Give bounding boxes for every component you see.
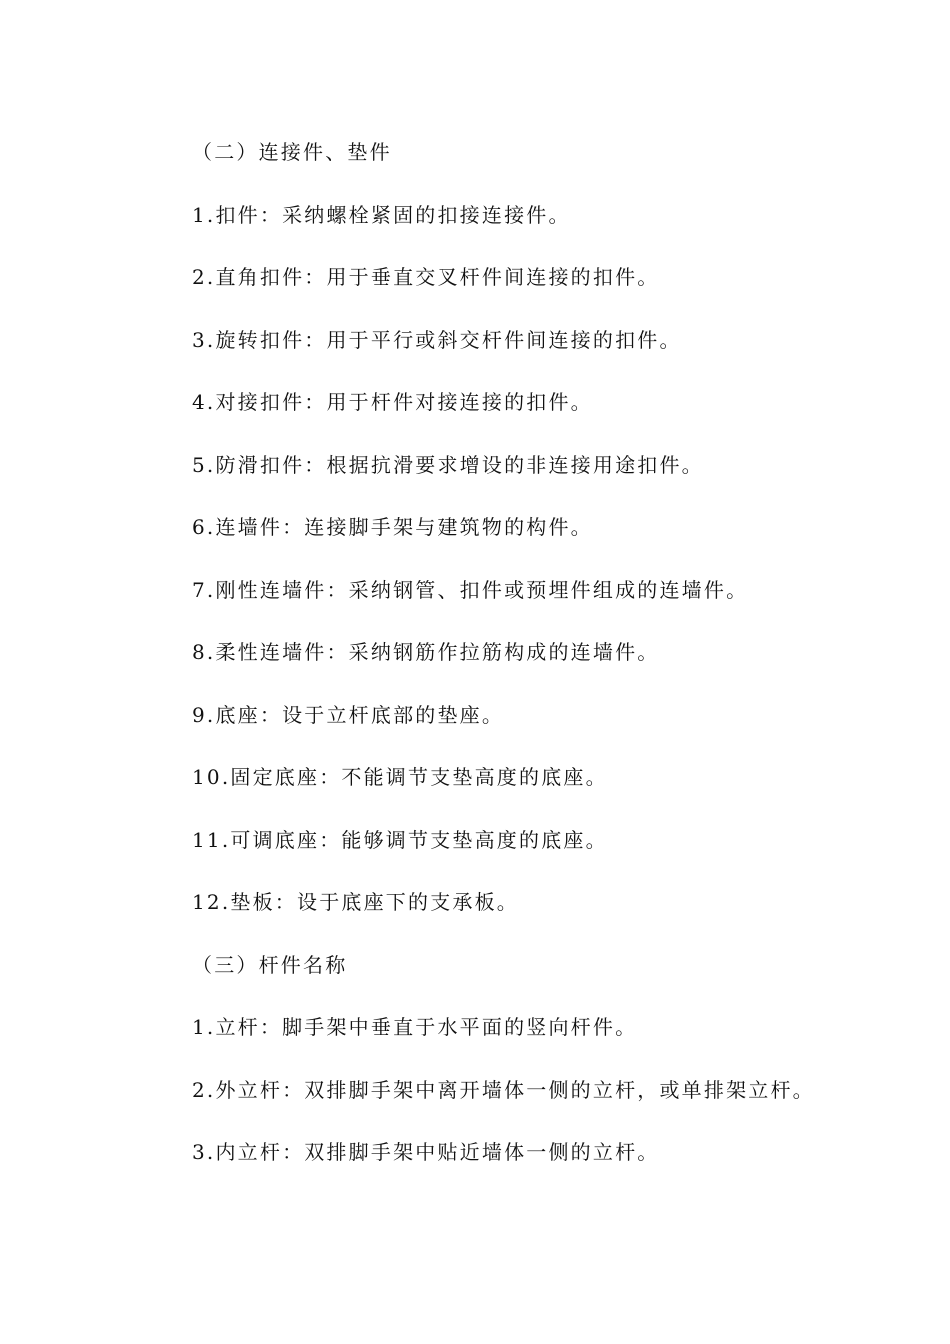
paragraph: 1.立杆：脚手架中垂直于水平面的竖向杆件。 [192, 1015, 638, 1039]
document-body [192, 130, 892, 1193]
paragraph: 9.底座：设于立杆底部的垫座。 [192, 702, 505, 727]
paragraph: 2.外立杆：双排脚手架中离开墙体一侧的立杆，或单排架立杆。 [192, 1077, 815, 1102]
paragraph: 5.防滑扣件：根据抗滑要求增设的非连接用途扣件。 [192, 452, 704, 477]
paragraph: 3.旋转扣件：用于平行或斜交杆件间连接的扣件。 [192, 327, 682, 352]
paragraph: 4.对接扣件：用于杆件对接连接的扣件。 [192, 390, 593, 414]
paragraph: 10.固定底座：不能调节支垫高度的底座。 [192, 765, 608, 789]
paragraph: 6.连墙件：连接脚手架与建筑物的构件。 [192, 515, 593, 539]
paragraph: 1.扣件：采纳螺栓紧固的扣接连接件。 [192, 202, 571, 227]
paragraph: 8.柔性连墙件：采纳钢筋作拉筋构成的连墙件。 [192, 640, 660, 664]
paragraph: 3.内立杆：双排脚手架中贴近墙体一侧的立杆。 [192, 1140, 660, 1164]
section-heading: （二）连接件、垫件 [192, 140, 392, 164]
section-heading: （三）杆件名称 [192, 952, 348, 977]
paragraph: 7.刚性连墙件：采纳钢管、扣件或预埋件组成的连墙件。 [192, 577, 749, 602]
paragraph: 12.垫板：设于底座下的支承板。 [192, 890, 520, 914]
paragraph: 2.直角扣件：用于垂直交叉杆件间连接的扣件。 [192, 265, 660, 289]
paragraph: 11.可调底座：能够调节支垫高度的底座。 [192, 827, 608, 852]
